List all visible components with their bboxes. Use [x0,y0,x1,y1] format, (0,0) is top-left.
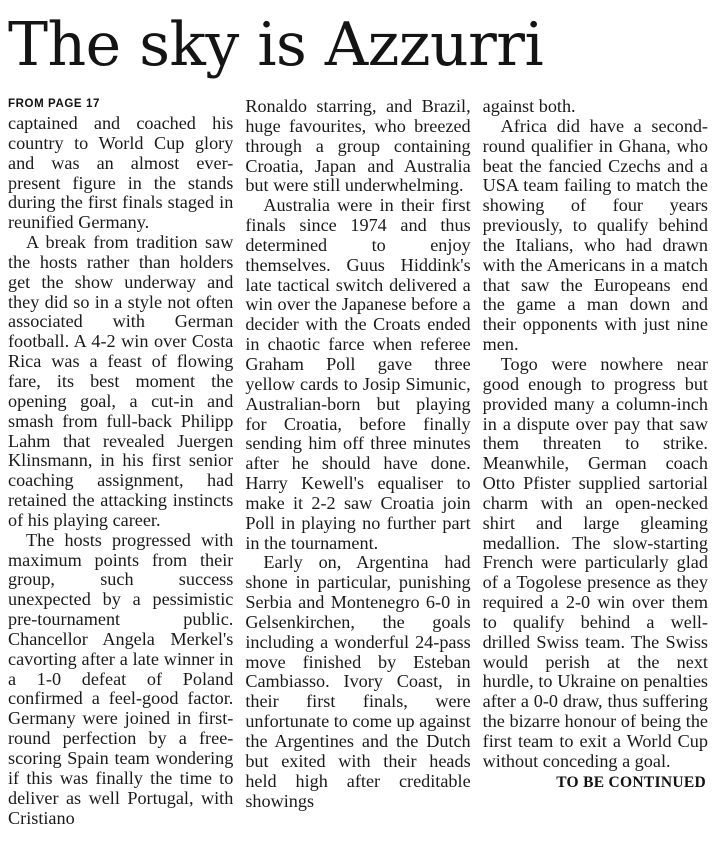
continuation-kicker: FROM PAGE 17 [8,98,100,110]
article-paragraph: captained and coached his country to World Cup glory and was an almost ever-present figure in the stands during the first finals staged in reunified Germany. [8,113,234,233]
article-paragraph: Africa did have a second-round qualifier in Ghana, who beat the fancied Czechs and a USA team failing to match the showing of four years previously, to qualify behind the Italians, who had drawn with the Americans in a match that saw the Europeans end the game a man down and their opponents with just nine men. [482,115,708,355]
to-be-continued-label: TO BE CONTINUED [556,773,706,791]
article-body [8,97,708,841]
article-paragraph: Early on, Argentina had shone in particular, punishing Serbia and Montenegro 6-0 in Gelsenkirchen, the goals including a wonderful 24-pass move finished by Esteban Cambiasso. Ivory Coast, in their first finals, were unfortunate to come up against the Argentines and the Dutch but exited with their heads held high after creditable showings [245,552,471,811]
article-column-1 [8,97,233,841]
article-column-3 [483,97,708,841]
article-paragraph: Togo were nowhere near good enough to progress but provided many a column-inch in a dispute over pay that saw them threaten to strike. Meanwhile, German coach Otto Pfister supplied sartorial charm with an open-necked shirt and large gleaming medallion. The slow-starting French were particularly glad of a Togolese presence as they required a 2-0 win over them to qualify behind a well-drilled Swiss team. The Swiss would perish at the next hurdle, to Ukraine on penalties after a 0-0 draw, thus suffering the bizarre honour of being the first team to exit a World Cup without conceding a goal. [482,353,708,771]
article-paragraph: against both. [482,97,576,116]
article-column-2 [245,97,470,841]
article-paragraph: A break from tradition saw the hosts rather than holders get the show underway and they did so in a style not often associated with German football. A 4-2 win over Costa Rica was a feast of flowing fare, its best moment the opening goal, a cut-in and smash from full-back Philipp Lahm that revealed Juergen Klinsmann, in his first senior coaching assignment, had retained the attacking instincts of his playing career. [8,232,234,530]
headline: The sky is Azzurri [8,10,544,80]
article-paragraph: Ronaldo starring, and Brazil, huge favourites, who breezed through a group containing Croatia, Japan and Australia but were still underwhelming. [245,97,471,196]
article-paragraph: Australia were in their first finals since 1974 and thus determined to enjoy themselves. Guus Hiddink's late tactical switch delivered a win over the Japanese before a decider with the Croats ended in chaotic farce when referee Graham Poll gave three yellow cards to Josip Simunic, Australian-born but playing for Croatia, before finally sending him off three minutes after he should have done. Harry Kewell's equaliser to make it 2-2 saw Croatia join Poll in playing no further part in the tournament. [245,195,471,553]
article-paragraph: The hosts progressed with maximum points from their group, such success unexpected by a pessimistic pre-tournament public. Chancellor Angela Merkel's cavorting after a late winner in a 1-0 defeat of Poland confirmed a feel-good factor. Germany were joined in first-round perfection by a free-scoring Spain team wondering if this was finally the time to deliver as well Portugal, with Cristiano [8,529,234,828]
